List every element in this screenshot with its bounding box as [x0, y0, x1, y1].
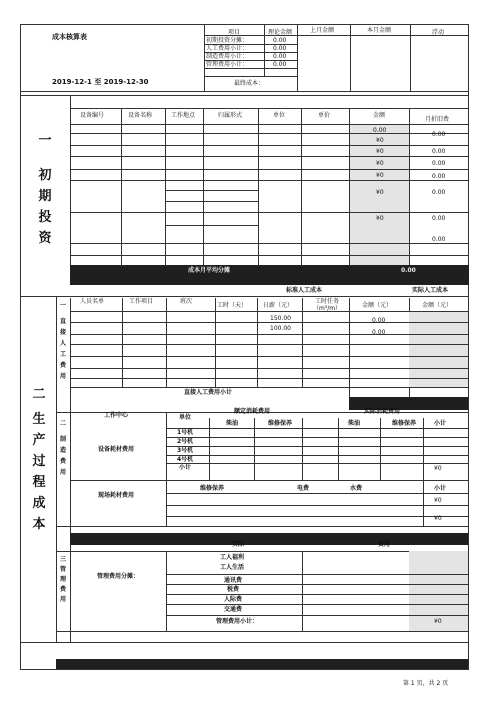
mfg-title: 二 制 造 费 用	[60, 420, 67, 476]
mgmt-item: 管理费用小计：	[216, 618, 259, 625]
s1-amount: ¥0	[376, 189, 384, 196]
mfg-subtotal2: 小计	[434, 485, 447, 492]
section1-title: 一 初 期 投 资	[38, 133, 52, 246]
val-labor: 0.00	[273, 45, 287, 52]
split-left: 实际	[232, 541, 245, 548]
mfg-actual: 实际消耗费用	[364, 408, 401, 415]
split-right: 费用	[378, 541, 391, 548]
labor-col-wage: 日薪（元）	[263, 302, 294, 309]
s1-amount: ¥0	[376, 148, 384, 155]
s1-dep: 0.00	[432, 173, 446, 180]
row-labor: 人工费用小计：	[206, 45, 249, 52]
mfg-water: 水费	[350, 485, 363, 492]
mfg-unit: 单位	[179, 414, 192, 421]
mfg-v2: ¥0	[434, 497, 442, 504]
s1-col-place: 工作地点	[171, 112, 196, 119]
s1-col-code: 设备编号	[80, 112, 105, 119]
s1-col-dep: 月折旧费	[425, 116, 450, 123]
labor-amount-2: 0.00	[372, 329, 386, 336]
mfg-maint2: 维修保养	[200, 485, 225, 492]
mgmt-item: 税费	[227, 586, 240, 593]
s1-col-owner: 归属形式	[218, 112, 243, 119]
labor-subtotal: 直接人工费用小计	[184, 389, 233, 396]
col-item: 项目	[228, 29, 241, 36]
labor-col-amount: 金额（元）	[362, 302, 393, 309]
labor-title: 一 直 接 人 工 费 用	[60, 302, 67, 380]
s1-amount: ¥0	[376, 137, 384, 144]
labor-wage-2: 100.00	[270, 325, 291, 332]
s1-dep: 0.00	[432, 215, 446, 222]
mfg-v3: ¥0	[434, 515, 442, 522]
mgmt-item: 通讯费	[224, 577, 243, 584]
s1-dep: 0.00	[432, 236, 446, 243]
s1-col-price: 单价	[318, 112, 331, 119]
mgmt-item: 人际费	[224, 596, 243, 603]
row-mfg: 制造费用小计：	[206, 53, 249, 60]
labor-wage-1: 150.00	[270, 315, 291, 322]
labor-col-task: 工时任务（m³/m）	[312, 298, 342, 312]
val-mgmt: 0.00	[273, 61, 287, 68]
mgmt-item: 交通费	[224, 606, 243, 613]
report-title: 成本核算表	[52, 33, 87, 41]
mfg-maint-actual: 维修保养	[392, 420, 417, 427]
s1-col-unit: 单位	[273, 112, 286, 119]
s1-dep: 0.00	[432, 148, 446, 155]
mgmt-title: 三 管 理 费 用	[60, 556, 67, 603]
mgmt-item: 工人生活	[220, 564, 245, 571]
labor-col-days: 工时（天）	[217, 302, 248, 309]
mfg-machine: 2号机	[177, 438, 194, 445]
s1-amount: ¥0	[376, 215, 384, 222]
mfg-machine: 1号机	[177, 429, 194, 436]
mgmt-label: 管理费用分摊：	[97, 573, 140, 580]
labor-col-item: 工作项目	[129, 298, 154, 305]
row-final: 最终成本：	[234, 80, 265, 87]
col-float: 浮动	[432, 29, 445, 36]
row-mgmt: 管理费用小计：	[206, 61, 249, 68]
labor-std: 标准人工成本	[286, 287, 323, 294]
s1-footer-value: 0.00	[401, 267, 416, 274]
page-footer: 第 1 页，共 2 页	[403, 680, 449, 687]
s1-amount: ¥0	[376, 160, 384, 167]
s1-amount: 0.00	[373, 127, 387, 134]
mfg-maint: 维修保养	[268, 420, 293, 427]
val-mfg: 0.00	[273, 53, 287, 60]
report-period: 2019-12-1 至 2019-12-30	[52, 78, 149, 86]
col-last-month: 上月金额	[310, 27, 335, 34]
s1-dep: 0.00	[432, 189, 446, 196]
labor-col-name: 人员名单	[80, 298, 105, 305]
mgmt-item: 工人福利	[220, 554, 245, 561]
mfg-v1: ¥0	[434, 465, 442, 472]
labor-actual: 实际人工成本	[412, 287, 449, 294]
mgmt-total: ¥0	[434, 618, 442, 625]
mfg-diesel: 柴油	[226, 420, 239, 427]
s1-dep: 0.00	[432, 131, 446, 138]
s1-amount: ¥0	[376, 172, 384, 179]
mfg-equip: 设备耗材费用	[98, 446, 135, 453]
mfg-machine: 4号机	[177, 456, 194, 463]
s1-dep: 0.00	[432, 160, 446, 167]
labor-col-shift: 班次	[180, 298, 193, 305]
mfg-elec: 电费	[297, 485, 310, 492]
labor-col-amount-actual: 金额（元）	[422, 302, 453, 309]
section2-title: 二 生 产 过 程 成 本	[32, 387, 46, 532]
s1-col-name: 设备名称	[128, 112, 153, 119]
labor-amount-1: 0.00	[372, 317, 386, 324]
mfg-subtotal: 小计	[434, 420, 447, 427]
row-invest: 初期投资分摊：	[206, 37, 249, 44]
mfg-machine: 3号机	[177, 447, 194, 454]
val-invest: 0.00	[273, 37, 287, 44]
s1-col-amount: 金额	[373, 112, 386, 119]
mfg-workcenter: 工作中心	[104, 412, 129, 419]
col-theory: 理论金额	[268, 29, 293, 36]
mfg-machine: 小计	[179, 464, 192, 471]
mfg-quota: 额定消耗费用	[234, 408, 271, 415]
s1-footer-label: 成本月平均分摊	[188, 267, 231, 274]
mfg-diesel-actual: 柴油	[348, 420, 361, 427]
col-this-month: 本月金额	[367, 27, 392, 34]
mfg-site: 现场耗材费用	[98, 492, 135, 499]
